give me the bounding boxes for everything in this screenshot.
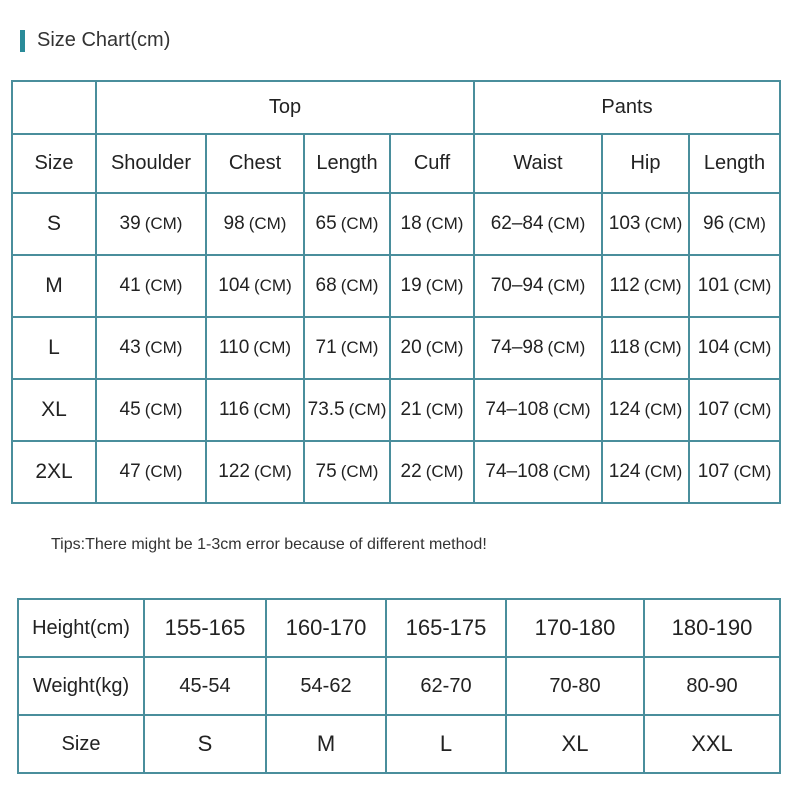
unit-label: (CM) bbox=[340, 462, 379, 481]
measurement-value: 124 bbox=[608, 399, 641, 420]
measurement-cell bbox=[390, 193, 474, 255]
unit-label: (CM) bbox=[643, 338, 682, 357]
weight-cell: 80-90 bbox=[644, 657, 780, 715]
measurement-cell bbox=[602, 379, 689, 441]
measurement-value: 62–84 bbox=[490, 213, 544, 234]
measurement-value: 47 bbox=[119, 461, 141, 482]
size-cell: L bbox=[386, 715, 506, 773]
table-row bbox=[12, 379, 780, 441]
measurement-cell bbox=[602, 255, 689, 317]
unit-label: (CM) bbox=[253, 338, 292, 357]
page-title-bar bbox=[20, 28, 170, 53]
measurement-value: 96 bbox=[703, 213, 725, 234]
group-header-row bbox=[12, 81, 780, 134]
size-label-cell: M bbox=[12, 255, 96, 317]
measurement-value: 116 bbox=[218, 399, 250, 420]
measurement-value: 122 bbox=[218, 461, 250, 482]
measurement-value: 22 bbox=[400, 461, 422, 482]
measurement-cell bbox=[96, 193, 206, 255]
size-label-cell: L bbox=[12, 317, 96, 379]
unit-label: (CM) bbox=[340, 338, 379, 357]
height-cell: 160-170 bbox=[266, 599, 386, 657]
unit-label: (CM) bbox=[253, 462, 292, 481]
size-label-cell: XL bbox=[12, 379, 96, 441]
measurement-value: 68 bbox=[315, 275, 337, 296]
size-cell: S bbox=[144, 715, 266, 773]
column-header: Chest bbox=[206, 134, 304, 193]
measurement-value: 101 bbox=[697, 275, 730, 296]
unit-label: (CM) bbox=[644, 400, 683, 419]
measurement-value: 104 bbox=[697, 337, 730, 358]
unit-label: (CM) bbox=[144, 338, 183, 357]
unit-label: (CM) bbox=[248, 214, 287, 233]
measurement-cell bbox=[390, 441, 474, 503]
measurement-value: 45 bbox=[119, 399, 141, 420]
size-cell: XL bbox=[506, 715, 644, 773]
height-weight-size-table bbox=[17, 598, 781, 774]
group-header-pants: Pants bbox=[474, 81, 780, 134]
column-header: Size bbox=[12, 134, 96, 193]
row-label: Height(cm) bbox=[18, 599, 144, 657]
measurement-value: 19 bbox=[400, 275, 422, 296]
measurement-cell bbox=[689, 441, 780, 503]
unit-label: (CM) bbox=[733, 338, 772, 357]
empty-corner-cell bbox=[12, 81, 96, 134]
measurement-value: 107 bbox=[697, 399, 730, 420]
weight-row bbox=[18, 657, 780, 715]
measurement-cell bbox=[206, 193, 304, 255]
weight-cell: 54-62 bbox=[266, 657, 386, 715]
measurement-value: 104 bbox=[218, 275, 250, 296]
unit-label: (CM) bbox=[643, 276, 682, 295]
column-header: Cuff bbox=[390, 134, 474, 193]
unit-label: (CM) bbox=[253, 276, 292, 295]
measurement-cell bbox=[390, 379, 474, 441]
size-label-cell: 2XL bbox=[12, 441, 96, 503]
measurement-value: 74–108 bbox=[485, 399, 549, 420]
measurement-cell bbox=[96, 441, 206, 503]
unit-label: (CM) bbox=[425, 338, 464, 357]
row-label: Weight(kg) bbox=[18, 657, 144, 715]
unit-label: (CM) bbox=[425, 276, 464, 295]
unit-label: (CM) bbox=[340, 214, 379, 233]
unit-label: (CM) bbox=[144, 462, 183, 481]
measurement-value: 71 bbox=[315, 337, 337, 358]
height-cell: 180-190 bbox=[644, 599, 780, 657]
measurement-value: 73.5 bbox=[307, 399, 345, 420]
measurement-cell bbox=[689, 255, 780, 317]
measurement-cell bbox=[304, 255, 390, 317]
measurement-value: 110 bbox=[218, 337, 250, 358]
measurement-cell bbox=[96, 379, 206, 441]
size-cell: XXL bbox=[644, 715, 780, 773]
height-cell: 165-175 bbox=[386, 599, 506, 657]
unit-label: (CM) bbox=[547, 214, 586, 233]
measurement-cell bbox=[689, 379, 780, 441]
column-header: Hip bbox=[602, 134, 689, 193]
measurement-cell bbox=[474, 379, 602, 441]
column-header: Length bbox=[304, 134, 390, 193]
unit-label: (CM) bbox=[144, 400, 183, 419]
height-cell: 170-180 bbox=[506, 599, 644, 657]
measurement-cell bbox=[96, 255, 206, 317]
measurement-cell bbox=[206, 255, 304, 317]
measurement-value: 74–98 bbox=[490, 337, 544, 358]
height-row bbox=[18, 599, 780, 657]
unit-label: (CM) bbox=[144, 276, 183, 295]
row-label: Size bbox=[18, 715, 144, 773]
measurement-cell bbox=[602, 193, 689, 255]
measurement-value: 103 bbox=[608, 213, 641, 234]
measurement-value: 70–94 bbox=[490, 275, 544, 296]
column-header: Length bbox=[689, 134, 780, 193]
weight-cell: 62-70 bbox=[386, 657, 506, 715]
unit-label: (CM) bbox=[547, 338, 586, 357]
unit-label: (CM) bbox=[253, 400, 292, 419]
unit-label: (CM) bbox=[644, 214, 683, 233]
measurement-cell bbox=[689, 317, 780, 379]
unit-label: (CM) bbox=[425, 400, 464, 419]
title-accent-bar bbox=[20, 30, 25, 52]
measurement-value: 43 bbox=[119, 337, 141, 358]
unit-label: (CM) bbox=[425, 214, 464, 233]
measurement-cell bbox=[304, 441, 390, 503]
measurement-value: 107 bbox=[697, 461, 730, 482]
measurement-value: 118 bbox=[609, 337, 640, 358]
size-row bbox=[18, 715, 780, 773]
measurement-cell bbox=[474, 441, 602, 503]
table-row bbox=[12, 193, 780, 255]
measurement-value: 75 bbox=[315, 461, 337, 482]
unit-label: (CM) bbox=[547, 276, 586, 295]
measurement-cell bbox=[96, 317, 206, 379]
measurement-cell bbox=[304, 193, 390, 255]
unit-label: (CM) bbox=[733, 400, 772, 419]
unit-label: (CM) bbox=[552, 400, 591, 419]
measurement-cell bbox=[206, 379, 304, 441]
measurement-value: 18 bbox=[400, 213, 422, 234]
measurement-value: 98 bbox=[223, 213, 245, 234]
measurement-cell bbox=[689, 193, 780, 255]
table-row bbox=[12, 317, 780, 379]
measurement-cell bbox=[206, 317, 304, 379]
measurement-cell bbox=[602, 441, 689, 503]
measurement-cell bbox=[206, 441, 304, 503]
unit-label: (CM) bbox=[733, 462, 772, 481]
measurement-cell bbox=[474, 255, 602, 317]
measurement-value: 124 bbox=[608, 461, 641, 482]
tips-note: Tips:There might be 1-3cm error because of different method! bbox=[51, 536, 487, 553]
column-header: Waist bbox=[474, 134, 602, 193]
weight-cell: 45-54 bbox=[144, 657, 266, 715]
measurement-value: 21 bbox=[400, 399, 422, 420]
unit-label: (CM) bbox=[644, 462, 683, 481]
unit-label: (CM) bbox=[733, 276, 772, 295]
size-cell: M bbox=[266, 715, 386, 773]
unit-label: (CM) bbox=[340, 276, 379, 295]
group-header-top: Top bbox=[96, 81, 474, 134]
size-label-cell: S bbox=[12, 193, 96, 255]
unit-label: (CM) bbox=[144, 214, 183, 233]
measurement-value: 112 bbox=[609, 275, 640, 296]
size-chart-table bbox=[11, 80, 781, 504]
column-header: Shoulder bbox=[96, 134, 206, 193]
table-row bbox=[12, 255, 780, 317]
measurement-cell bbox=[602, 317, 689, 379]
measurement-value: 39 bbox=[119, 213, 141, 234]
unit-label: (CM) bbox=[348, 400, 387, 419]
height-cell: 155-165 bbox=[144, 599, 266, 657]
table-row bbox=[12, 441, 780, 503]
measurement-cell bbox=[304, 317, 390, 379]
measurement-cell bbox=[304, 379, 390, 441]
column-header-row bbox=[12, 134, 780, 193]
measurement-cell bbox=[474, 193, 602, 255]
measurement-value: 41 bbox=[119, 275, 141, 296]
measurement-cell bbox=[474, 317, 602, 379]
unit-label: (CM) bbox=[552, 462, 591, 481]
unit-label: (CM) bbox=[425, 462, 464, 481]
unit-label: (CM) bbox=[728, 214, 766, 233]
measurement-value: 20 bbox=[400, 337, 422, 358]
measurement-cell bbox=[390, 255, 474, 317]
measurement-cell bbox=[390, 317, 474, 379]
measurement-value: 74–108 bbox=[485, 461, 549, 482]
weight-cell: 70-80 bbox=[506, 657, 644, 715]
page-title: Size Chart(cm) bbox=[37, 29, 171, 51]
measurement-value: 65 bbox=[315, 213, 337, 234]
